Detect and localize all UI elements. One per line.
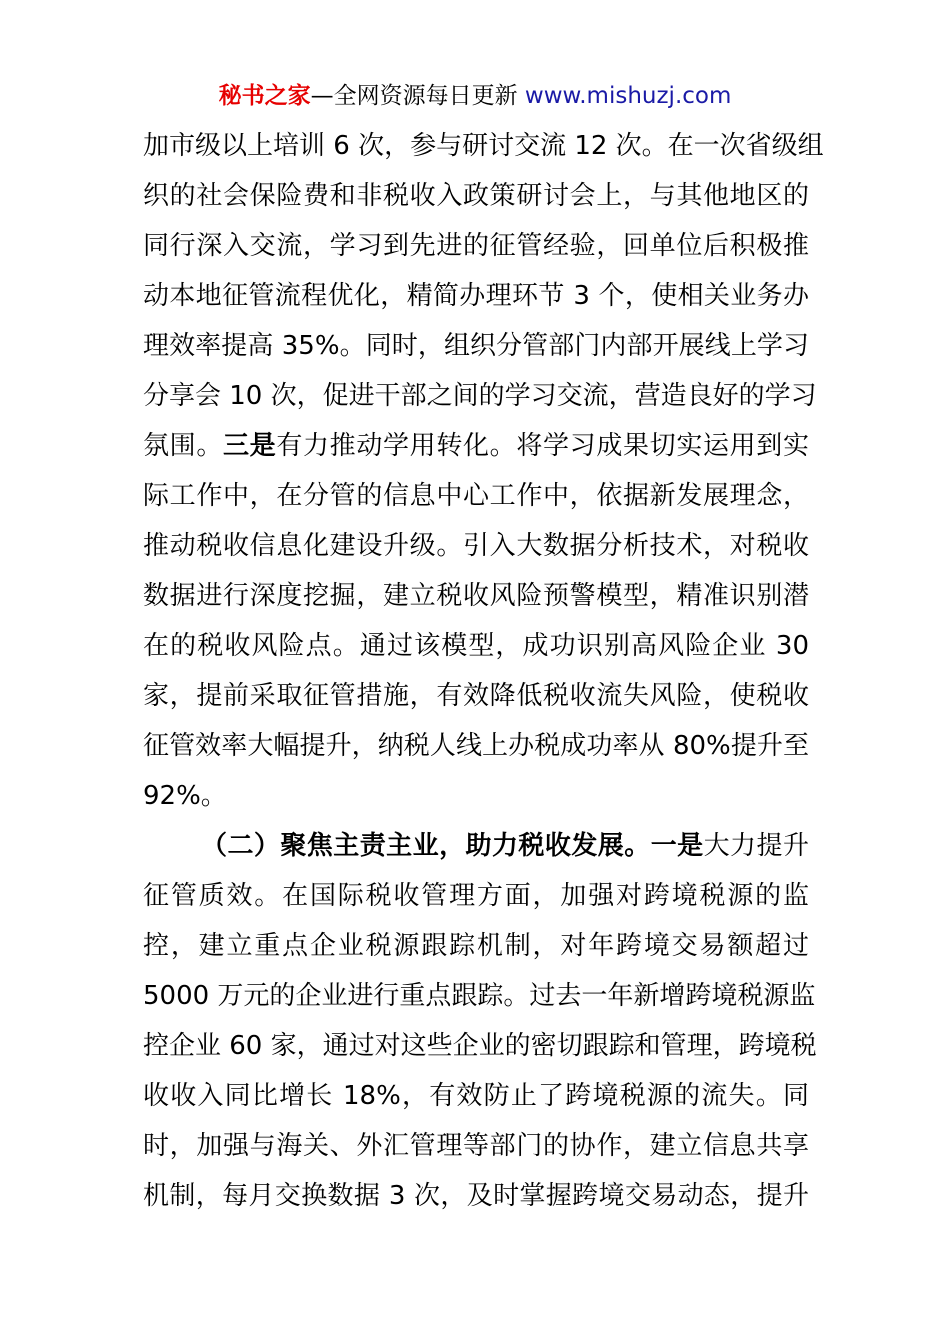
text-segment: 加市级以上培训 6 次，参与研讨交流 12 次。在一次省级组: [143, 131, 824, 161]
text-segment: 际工作中，在分管的信息中心工作中，依据新发展理念，: [143, 481, 809, 511]
text-segment: 机制，每月交换数据 3 次，及时掌握跨境交易动态，提升: [143, 1181, 809, 1211]
text-line: [143, 1071, 809, 1121]
text-line: [143, 521, 809, 571]
text-segment: 在的税收风险点。通过该模型，成功识别高风险企业 30: [143, 631, 809, 661]
document-body: [143, 121, 824, 1221]
bold-text-segment: 三是: [223, 431, 277, 461]
text-segment: 92%。: [143, 781, 227, 811]
site-tagline: —全网资源每日更新: [310, 83, 518, 109]
text-line: [143, 821, 809, 871]
site-header: [0, 80, 950, 112]
text-segment: 动本地征管流程优化，精简办理环节 3 个，使相关业务办: [143, 281, 809, 311]
text-line: [143, 1171, 809, 1221]
text-segment: 家，提前采取征管措施，有效降低税收流失风险，使税收: [143, 681, 809, 711]
text-line: [143, 371, 817, 421]
text-segment: 时，加强与海关、外汇管理等部门的协作，建立信息共享: [143, 1131, 809, 1161]
text-line: [143, 671, 809, 721]
text-line: [143, 1021, 817, 1071]
text-line: [143, 221, 809, 271]
text-segment: 收收入同比增长 18%，有效防止了跨境税源的流失。同: [143, 1081, 809, 1111]
text-line: [143, 571, 809, 621]
text-line: [143, 871, 809, 921]
text-line: [143, 271, 809, 321]
text-segment: 推动税收信息化建设升级。引入大数据分析技术，对税收: [143, 531, 809, 561]
text-line: [143, 471, 809, 521]
site-url-link[interactable]: www.mishuzj.com: [524, 83, 732, 109]
text-line: [143, 321, 809, 371]
text-line: [143, 621, 809, 671]
bold-text-segment: 一是: [650, 831, 704, 861]
text-segment: 征管质效。在国际税收管理方面，加强对跨境税源的监: [143, 881, 809, 911]
text-segment: 数据进行深度挖掘，建立税收风险预警模型，精准识别潜: [143, 581, 809, 611]
text-segment: 同行深入交流，学习到先进的征管经验，回单位后积极推: [143, 231, 809, 261]
text-segment: 理效率提高 35%。同时，组织分管部门内部开展线上学习: [143, 331, 809, 361]
text-line: [143, 921, 809, 971]
text-segment: 氛围。: [143, 431, 223, 461]
text-segment: 5000 万元的企业进行重点跟踪。过去一年新增跨境税源监: [143, 981, 816, 1011]
text-line: [143, 171, 809, 221]
text-line: [143, 121, 824, 171]
text-line: [143, 1121, 809, 1171]
site-brand: 秘书之家: [218, 83, 311, 109]
bold-text-segment: （二）聚焦主责主业，助力税收发展。: [201, 831, 651, 861]
text-segment: 控企业 60 家，通过对这些企业的密切跟踪和管理，跨境税: [143, 1031, 817, 1061]
text-line: [143, 971, 816, 1021]
text-segment: 分享会 10 次，促进干部之间的学习交流，营造良好的学习: [143, 381, 817, 411]
text-segment: 征管效率大幅提升，纳税人线上办税成功率从 80%提升至: [143, 731, 809, 761]
text-segment: 控，建立重点企业税源跟踪机制，对年跨境交易额超过: [143, 931, 809, 961]
text-line: [143, 721, 809, 771]
text-segment: 大力提升: [703, 831, 809, 861]
text-segment: 织的社会保险费和非税收入政策研讨会上，与其他地区的: [143, 181, 809, 211]
text-line: [143, 421, 809, 471]
text-segment: 有力推动学用转化。将学习成果切实运用到实: [276, 431, 809, 461]
text-line: [143, 771, 809, 821]
